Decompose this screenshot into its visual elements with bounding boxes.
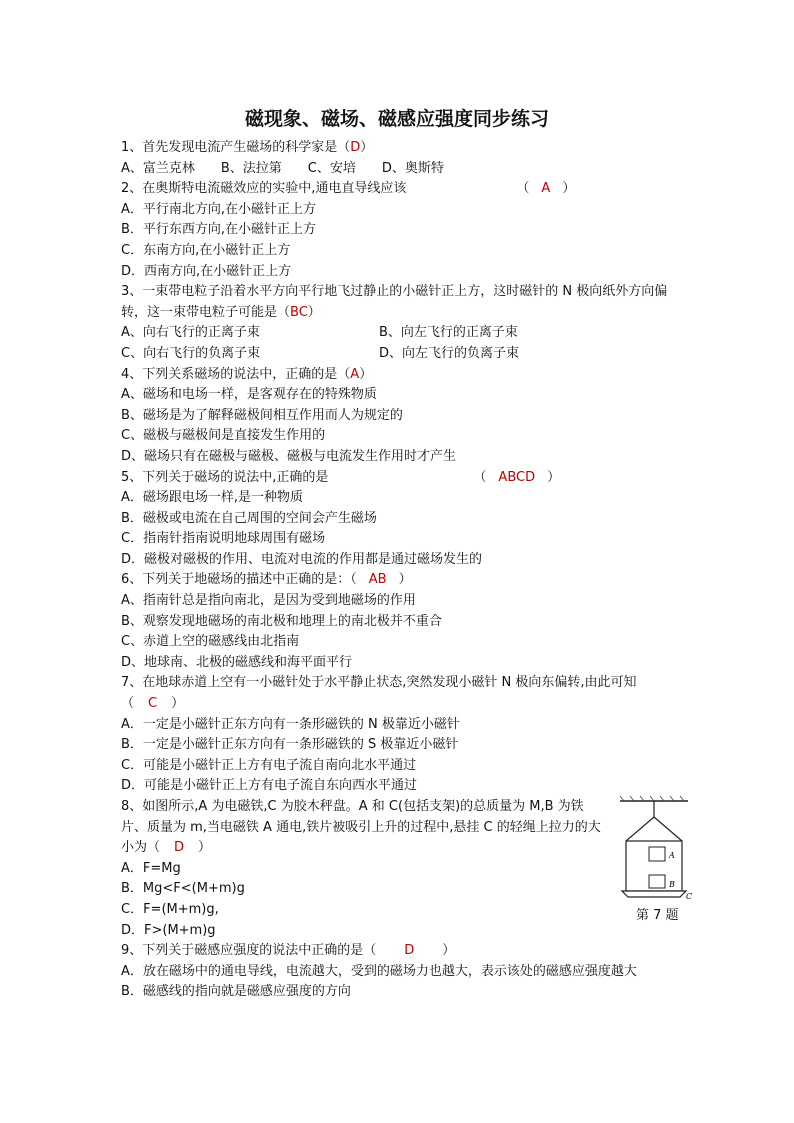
q5-stem: 5、下列关于磁场的说法中,正确的是 （ ABCD ） xyxy=(121,469,561,485)
q6-option-c: C、赤道上空的磁感线由北指南 xyxy=(121,634,300,650)
q3-answer: BC xyxy=(290,304,308,320)
q8-option-a: A．F=Mg xyxy=(121,860,181,876)
q8-option-b: B．Mg<F<(M+m)g xyxy=(121,881,245,897)
q9-answer: D xyxy=(404,943,415,959)
q5-option-c: C．指南针指南说明地球周围有磁场 xyxy=(121,531,326,547)
q9-option-a: A．放在磁场中的通电导线，电流越大，受到的磁场力也越大，表示该处的磁感应强度越大 xyxy=(121,963,637,979)
ceiling xyxy=(620,796,688,801)
q4-answer: A xyxy=(350,366,360,382)
q7-option-c: C．可能是小磁针正上方有电子流自南向北水平通过 xyxy=(121,757,417,773)
figure-caption: 第 7 题 xyxy=(636,908,679,923)
q8-option-d: D．F>(M+m)g xyxy=(121,922,216,938)
q8-option-c: C．F=(M+m)g, xyxy=(121,901,219,917)
q6-option-b: B、观察发现地磁场的南北极和地理上的南北极并不重合 xyxy=(121,613,442,629)
q1-options: A、富兰克林 B、法拉第 C、安培 D、奥斯特 xyxy=(121,160,444,176)
scale-pan-c xyxy=(622,891,686,897)
q3-options-row1 xyxy=(121,323,681,344)
q9-stem: 9、下列关于磁感应强度的说法中正确的是（ D ） xyxy=(121,943,456,959)
q6-option-a: A、指南针总是指向南北，是因为受到地磁场的作用 xyxy=(121,593,416,609)
q6-option-d: D、地球南、北极的磁感线和海平面平行 xyxy=(121,654,353,670)
q6-stem: 6、下列关于地磁场的描述中正确的是：（ AB ） xyxy=(121,572,412,588)
q7-stem: 7、在地球赤道上空有一小磁针处于水平静止状态,突然发现小磁针 N 极向东偏转,由此可知 xyxy=(121,675,637,691)
label-b: B xyxy=(669,880,675,889)
q3-option-b: B、向左飞行的正离子束 xyxy=(379,325,518,341)
q4-option-c: C、磁极与磁极间是直接发生作用的 xyxy=(121,428,326,444)
q3-options-row2 xyxy=(121,344,681,365)
q2-option-d: D．西南方向,在小磁针正上方 xyxy=(121,263,292,279)
q4-option-b: B、磁场是为了解释磁极间相互作用而人为规定的 xyxy=(121,407,403,423)
q3-option-d: D、向左飞行的负离子束 xyxy=(379,345,520,361)
page-title: 磁现象、磁场、磁感应强度同步练习 xyxy=(244,108,549,130)
q2-option-b: B．平行东西方向,在小磁针正上方 xyxy=(121,222,317,238)
q4-option-a: A、磁场和电场一样，是客观存在的特殊物质 xyxy=(121,387,377,403)
q8-stem: 8、如图所示,A 为电磁铁,C 为胶木秤盘。A 和 C(包括支架)的总质量为 M,B 为铁片、质量为 m,当电磁铁 A 通电,铁片被吸引上升的过程中,悬挂 C 的轻绳上拉力的大小为（ D ） xyxy=(121,799,601,856)
q7-option-d: D．可能是小磁针正上方有电子流自东向西水平通过 xyxy=(121,778,418,794)
q1-stem: 1、首先发现电流产生磁场的科学家是（D） xyxy=(121,140,374,155)
frame-roof xyxy=(626,817,682,841)
q3-option-c: C、向右飞行的负离子束 xyxy=(121,345,261,361)
q3-stem: 3、一束带电粒子沿着水平方向平行地飞过静止的小磁针正上方，这时磁针的 N 极向纸外方向偏转，这一束带电粒子可能是（BC） xyxy=(121,284,668,320)
q7-option-b: B．一定是小磁针正东方向有一条形磁铁的 S 极靠近小磁针 xyxy=(121,737,459,753)
q7-option-a: A．一定是小磁针正东方向有一条形磁铁的 N 极靠近小磁针 xyxy=(121,716,460,732)
q5-option-b: B．磁极或电流在自己周围的空间会产生磁场 xyxy=(121,510,377,526)
question-list xyxy=(121,138,681,1003)
iron-piece-b xyxy=(649,875,665,888)
q3-option-a: A、向右飞行的正离子束 xyxy=(121,325,260,341)
label-c: C xyxy=(686,892,693,901)
q8-answer: D xyxy=(174,840,185,856)
q5-option-d: D．磁极对磁极的作用、电流对电流的作用都是通过磁场发生的 xyxy=(121,551,483,567)
q9-option-b: B．磁感线的指向就是磁感应强度的方向 xyxy=(121,984,351,1000)
q2-option-c: C．东南方向,在小磁针正上方 xyxy=(121,242,291,258)
q5-option-a: A．磁场跟电场一样,是一种物质 xyxy=(121,490,304,506)
q2-answer: A xyxy=(541,181,551,197)
q5-answer: ABCD xyxy=(498,469,536,485)
q4-option-d: D、磁场只有在磁极与磁极、磁极与电流发生作用时才产生 xyxy=(121,448,457,464)
q7-answer: C xyxy=(148,696,158,712)
q2-option-a: A．平行南北方向,在小磁针正上方 xyxy=(121,201,317,217)
q4-stem: 4、下列关系磁场的说法中，正确的是（A） xyxy=(121,366,373,382)
q1-answer: D xyxy=(350,140,361,155)
q2-stem: 2、在奥斯特电流磁效应的实验中,通电直导线应该 （ A ） xyxy=(121,181,576,197)
label-a: A xyxy=(669,851,675,860)
electromagnet-a xyxy=(649,847,665,861)
q6-answer: AB xyxy=(368,572,387,588)
q7-bracket: （ C ） xyxy=(121,696,185,712)
